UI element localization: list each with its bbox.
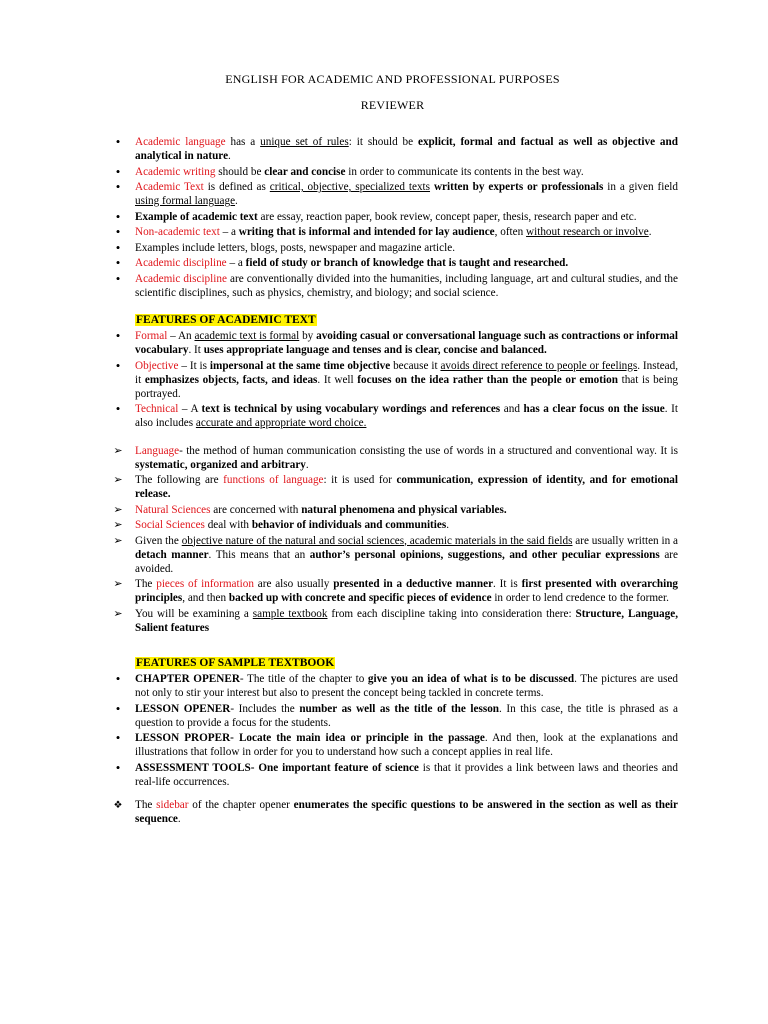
list-item: ➢ Social Sciences deal with behavior of individuals and communities. <box>107 518 678 532</box>
bullet-icon <box>111 329 125 344</box>
bullet-icon <box>111 272 125 287</box>
list-item: ➢ Natural Sciences are concerned with natural phenomena and physical variables. <box>107 503 678 517</box>
list-item: ➢ Language- the method of human communication consisting the use of words in a structured and conventional way. It is systematic, organized and arbitrary. <box>107 444 678 472</box>
arrow-bullet-icon <box>111 518 125 532</box>
language-list <box>107 444 678 635</box>
list-item: ❖ The sidebar of the chapter opener enumerates the specific questions to be answered in the section as well as their sequence. <box>107 798 678 826</box>
list-item: • Non-academic text – a writing that is informal and intended for lay audience, often without research or involve. <box>107 225 678 239</box>
bullet-icon <box>111 761 125 776</box>
list-item: ➢ The pieces of information are also usually presented in a deductive manner. It is first presented with overarching principles, and then backed up with concrete and specific pieces of evidence in order to lend credence to the former. <box>107 577 678 605</box>
list-item: • Academic Text is defined as critical, objective, specialized texts written by experts or professionals in a given field using formal language. <box>107 180 678 208</box>
section-heading-academic-text: FEATURES OF ACADEMIC TEXT <box>136 314 316 326</box>
arrow-bullet-icon <box>111 577 125 591</box>
document-subtitle: REVIEWER <box>360 98 425 112</box>
list-item: • Objective – It is impersonal at the same time objective because it avoids direct reference to people or feelings. Instead, it emphasizes objects, facts, and ideas. It well focuses on the idea rather than the people or emotion that is being portrayed. <box>107 359 678 401</box>
arrow-bullet-icon <box>111 473 125 487</box>
bullet-icon <box>111 672 125 687</box>
list-item: • LESSON OPENER- Includes the number as well as the title of the lesson. In this case, the title is phrased as a question to provide a focus for the students. <box>107 702 678 730</box>
arrow-bullet-icon <box>111 534 125 548</box>
list-item: ➢ The following are functions of language: it is used for communication, expression of identity, and for emotional release. <box>107 473 678 501</box>
intro-list <box>107 135 678 300</box>
section-heading-sample-textbook: FEATURES OF SAMPLE TEXTBOOK <box>136 657 335 669</box>
bullet-icon <box>111 135 125 150</box>
list-item: • Academic discipline – a field of study or branch of knowledge that is taught and researched. <box>107 256 678 270</box>
list-item: • Example of academic text are essay, reaction paper, book review, concept paper, thesis, research paper and etc. <box>107 210 678 224</box>
bullet-icon <box>111 256 125 271</box>
diamond-bullet-icon <box>111 798 125 813</box>
list-item: ➢ Given the objective nature of the natural and social sciences, academic materials in the said fields are usually written in a detach manner. This means that an author’s personal opinions, suggestions, and other peculiar expressions are avoided. <box>107 534 678 576</box>
bullet-icon <box>111 225 125 240</box>
textbook-features-list <box>107 672 678 789</box>
list-item: • Examples include letters, blogs, posts, newspaper and magazine article. <box>107 241 678 255</box>
list-item: • ASSESSMENT TOOLS- One important feature of science is that it provides a link between laws and theories and real-life occurrences. <box>107 761 678 789</box>
document-title: ENGLISH FOR ACADEMIC AND PROFESSIONAL PURPOSES <box>225 72 560 86</box>
bullet-icon <box>111 241 125 256</box>
list-item: • Academic writing should be clear and concise in order to communicate its contents in the best way. <box>107 165 678 179</box>
list-item: • LESSON PROPER- Locate the main idea or principle in the passage. And then, look at the explanations and illustrations that follow in order for you to understand how such a concept applies in real life. <box>107 731 678 759</box>
bullet-icon <box>111 731 125 746</box>
academic-features-list <box>107 329 678 430</box>
arrow-bullet-icon <box>111 444 125 458</box>
list-item: ➢ You will be examining a sample textbook from each discipline taking into consideration there: Structure, Language, Salient features <box>107 607 678 635</box>
arrow-bullet-icon <box>111 607 125 621</box>
bullet-icon <box>111 402 125 417</box>
arrow-bullet-icon <box>111 503 125 517</box>
bullet-icon <box>111 165 125 180</box>
bullet-icon <box>111 702 125 717</box>
list-item: • Technical – A text is technical by using vocabulary wordings and references and has a clear focus on the issue. It also includes accurate and appropriate word choice. <box>107 402 678 430</box>
bullet-icon <box>111 210 125 225</box>
list-item: • Formal – An academic text is formal by avoiding casual or conversational language such as contractions or informal vocabulary. It uses appropriate language and tenses and is clear, concise and balanced. <box>107 329 678 357</box>
list-item: • Academic discipline are conventionally divided into the humanities, including language, art and cultural studies, and the scientific disciplines, such as physics, chemistry, and biology; and social science. <box>107 272 678 300</box>
sidebar-note-list <box>107 798 678 826</box>
bullet-icon <box>111 359 125 374</box>
list-item: • CHAPTER OPENER- The title of the chapter to give you an idea of what is to be discussed. The pictures are used not only to stir your interest but also to present the concept being tackled in concrete terms. <box>107 672 678 700</box>
list-item: • Academic language has a unique set of rules: it should be explicit, formal and factual as well as objective and analytical in nature. <box>107 135 678 163</box>
bullet-icon <box>111 180 125 195</box>
